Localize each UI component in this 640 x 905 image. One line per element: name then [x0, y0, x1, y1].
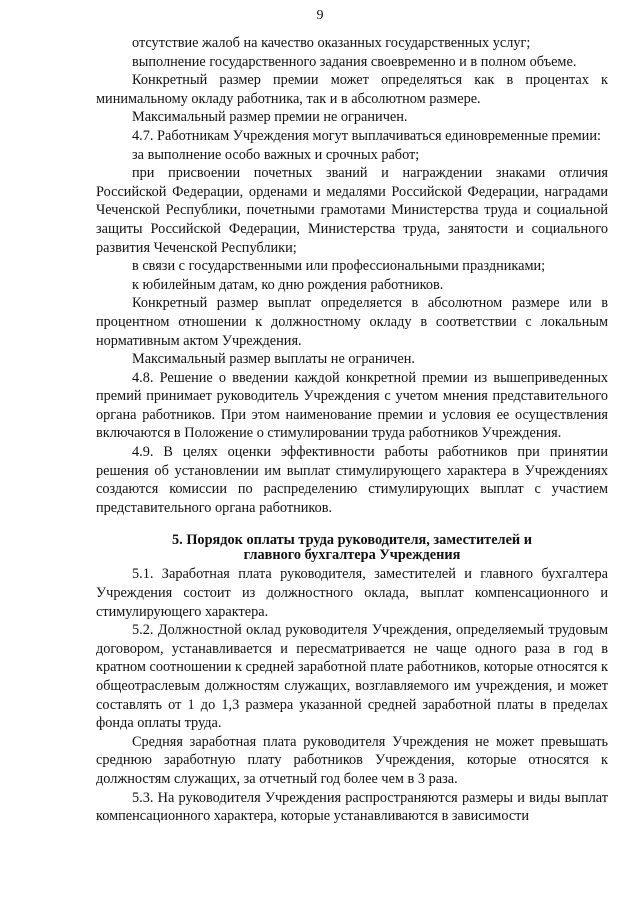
paragraph: отсутствие жалоб на качество оказанных государственных услуг;: [132, 35, 531, 51]
paragraph: Максимальный размер выплаты не ограничен.: [132, 351, 415, 368]
document-body: [96, 34, 608, 826]
paragraph: выполнение государственного задания своевременно и в полном объеме.: [132, 53, 577, 70]
page-number: 9: [316, 8, 324, 23]
paragraph: Конкретный размер премии может определяться как в процентах к минимальному окладу работника, так и в абсолютном размере.: [96, 72, 608, 107]
paragraph-clause-5-1: 5.1. Заработная плата руководителя, заместителей и главного бухгалтера Учреждения состоит из должностного оклада, выплат компенсационного и стимулирующего характера.: [96, 566, 608, 620]
paragraph: за выполнение особо важных и срочных работ;: [132, 146, 420, 163]
paragraph-clause-4-7: 4.7. Работникам Учреждения могут выплачиваться единовременные премии:: [132, 127, 601, 144]
paragraph-clause-4-8: 4.8. Решение о введении каждой конкретной премии из вышеприведенных премий принимает руководитель Учреждения с учетом мнения представительного органа работников. При этом наименование премии и условия ее осуществления включаются в Положение о стимулировании труда работников Учреждения.: [96, 369, 608, 442]
paragraph: Конкретный размер выплат определяется в абсолютном размере или в процентном отношении к должностному окладу в соответствии с локальным нормативным актом Учреждения.: [96, 295, 608, 349]
paragraph-clause-5-2: 5.2. Должностной оклад руководителя Учреждения, определяемый трудовым договором, устанавливается и пересматривается не чаще одного раза в год в кратном соотношении к средней заработной плате работников, которые относятся к общеотраслевым должностям служащих, возглавляемого им учреждения, и может составлять от 1 до 1,3 размера указанной средней заработной платы в пределах фонда оплаты труда.: [96, 622, 608, 732]
section-heading-line: главного бухгалтера Учреждения: [243, 547, 461, 564]
paragraph-clause-4-9: 4.9. В целях оценки эффективности работы работников при принятии решения об установлении им выплат стимулирующего характера в Учреждениях создаются комиссии по распределению стимулирующих выплат с участием представительного органа работников.: [96, 444, 608, 516]
section-heading: [96, 533, 608, 563]
paragraph: в связи с государственными или профессиональными праздниками;: [132, 258, 546, 275]
paragraph: Средняя заработная плата руководителя Учреждения не может превышать среднюю заработную плату работников Учреждения, которые относятся к должностям служащих, за отчетный год более чем в 3 раза.: [96, 733, 608, 787]
paragraph: к юбилейным датам, ко дню рождения работников.: [132, 276, 444, 293]
paragraph-clause-5-3: 5.3. На руководителя Учреждения распространяются размеры и виды выплат компенсационного характера, которые устанавливаются в зависимости: [96, 789, 608, 825]
section-heading-line: 5. Порядок оплаты труда руководителя, заместителей и: [172, 532, 532, 549]
paragraph: при присвоении почетных званий и награждении знаками отличия Российской Федерации, орденами и медалями Российской Федерации, наградами Чеченской Республики, почетными грамотами Министерства труда и социальной защиты Российской Федерации, Министерства труда, занятости и социального развития Чеченской Республики;: [96, 165, 608, 256]
paragraph: Максимальный размер премии не ограничен.: [132, 109, 408, 126]
